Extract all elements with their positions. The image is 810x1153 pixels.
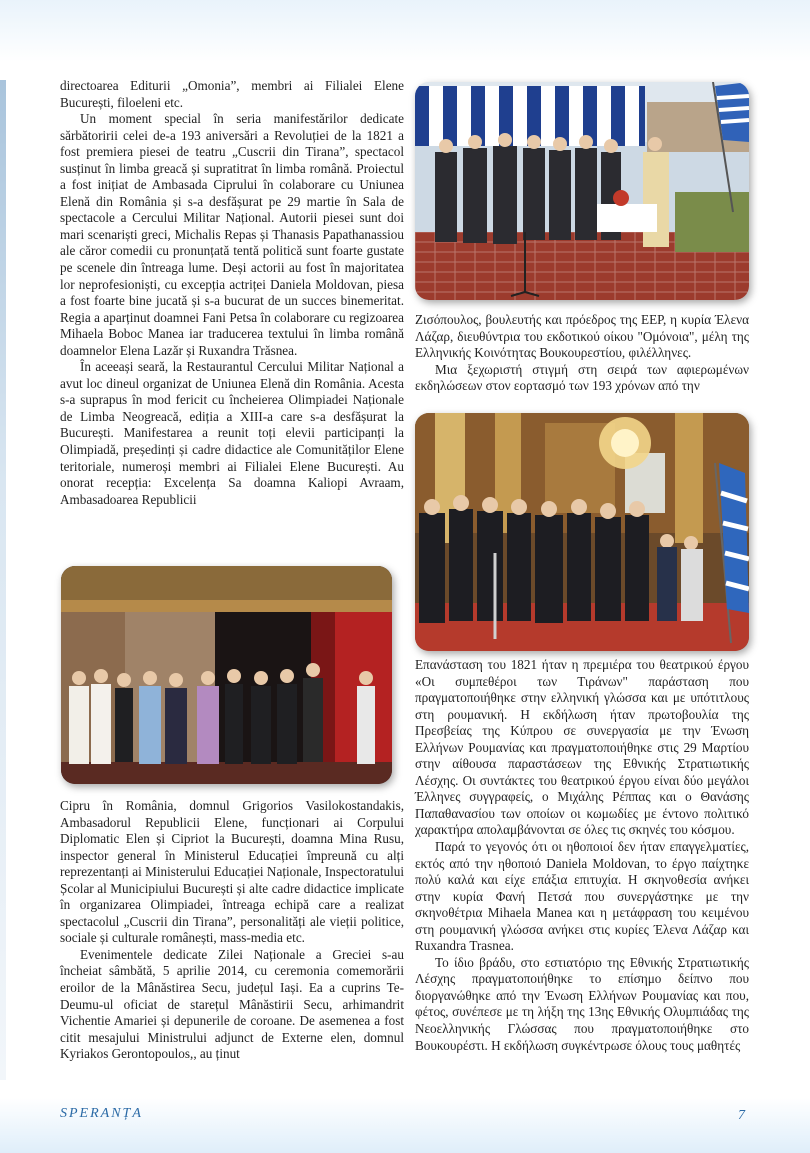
paragraph: directoarea Editurii „Omonia”, membri ai Filialei Elene București, filoeleni etc. xyxy=(60,78,404,110)
reception-photo xyxy=(415,413,749,651)
column-right-bottom xyxy=(415,657,749,1054)
left-edge-decoration xyxy=(0,80,6,1080)
theater-stage-photo xyxy=(61,566,392,784)
magazine-title: SPERANȚA xyxy=(60,1106,143,1121)
column-right-top xyxy=(415,312,749,395)
paragraph: Cipru în România, domnul Grigorios Vasilokostandakis, Ambasadorul Republicii Elene, funcționari ai Corpului Diplomatic Elen și Cipriot la București, doamna Mina Rusu, inspector general în Ministerul Educației împreună cu alți reprezentanți ai Ministerului Educației Naționale, Inspectoratului Școlar al Municipiului București și alte cadre didactice implicate în organizarea Olimpiadei, întreaga echipă care a realizat spectacolul „Cuscrii din Tirana”, personalități ale vieții politice, sociale și culturale românești, mass-media etc. xyxy=(60,798,404,946)
page-header-band xyxy=(0,0,810,62)
ceremony-photo xyxy=(415,82,749,300)
paragraph: Το ίδιο βράδυ, στο εστιατόριο της Εθνικής Στρατιωτικής Λέσχης πραγματοποιήθηκε το επίσημο δείπνο που διοργανώθηκε από την Ένωση Ελλήνων Ρουμανίας και που, φέτος, συνέπεσε με τη λήξη της 13ης Εθνικής Ολυμπιάδας της Νεοελληνικής Γλώσσας που πραγματοποιήθηκε στο Βουκουρέστι. Η εκδήλωση συγκέντρωσε όλους τους μαθητές xyxy=(415,954,749,1053)
paragraph: Επανάσταση του 1821 ήταν η πρεμιέρα του θεατρικού έργου «Οι συμπεθέροι των Τιράνων" παράσταση που πραγματοποιήθηκε στην ελληνική γλώσσα και με υπότιτλους στη ρουμανική. Η εκδήλωση ήταν πρωτοβουλία της Πρεσβείας της Κύπρου σε συνεργασία με την Ένωση Ελλήνων Ρουμανίας και πραγματοποιήθηκε στις 29 Μαρτίου στην αίθουσα παραστάσεων της Εθνικής Στρατιωτικής Λέσχης. Οι συντάκτες του θεατρικού έργου είναι δύο μεγάλοι Έλληνες συγγραφείς, ο Μιχάλης Ρέππας και ο Θανάσης Παπαθανασίου των οποίων οι κωμωδίες με έντονο πολιτικό χαρακτήρα απολαμβάνονται σε όλες τις σκηνές του κόσμου. xyxy=(415,657,749,838)
paragraph: Un moment special în seria manifestărilor dedicate sărbătoririi celei de-a 193 aniversări a Revoluției de la 1821 a fost premiera piesei de teatru „Cuscrii din Tirana”, spectacol susținut în limba greacă și supratitrat în limba română. Proiectul a fost inițiat de Ambasada Ciprului în colaborare cu Uniunea Elenă din România și s-a desfășurat pe 29 martie în Sala de spectacole a Cercului Militar Național. Autorii piesei sunt doi mari scenariști greci, Michalis Repas și Thanasis Papathanassiou ale căror comedii cu pronunțată tentă politică sunt foarte gustate pe scenele din întreaga lume. Deși actorii au fost în majoritatea lor neprofesioniști, cu excepția actriței Daniela Moldovan, piesa a fost foarte bine jucată și s-a bucurat de un succes binemeritat. Regia a aparținut doamnei Fani Petsa în colaborare cu regizoarea Mihaela Boboc Manea iar traducerea textului în limba română doamnelor Elena Lazăr și Ruxandra Trăsnea. xyxy=(60,111,404,358)
paragraph: În aceeași seară, la Restaurantul Cercului Militar Național a avut loc dineul organizat de Uniunea Elenă din România. Acesta s-a suprapus în mod fericit cu încheierea Olimpiadei Naționale de Limba Neogreacă, ediția a XIII-a care s-a desfășurat la București. Manifestarea a reunit toți elevii participanți la Olimpiadă, președinți și cadre didactice ale Comunităților Elene teritoriale, numeroși membri ai Filialei Elene București. Au onorat recepția: Excelența Sa doamna Kaliopi Avraam, Ambasadoarea Republicii xyxy=(60,359,404,507)
column-left-top xyxy=(60,78,404,508)
column-left-bottom xyxy=(60,798,404,1063)
paragraph: Ζισόπουλος, βουλευτής και πρόεδρος της ΕΕΡ, η κυρία Έλενα Λάζαρ, διευθύντρια του εκδοτικού οίκου "Ομόνοια", μέλη της Ελληνικής Κοινότητας Βουκουρεστίου, φιλέλληνες. xyxy=(415,312,749,361)
page-number: 7 xyxy=(738,1108,745,1123)
paragraph: Μια ξεχωριστή στιγμή στη σειρά των αφιερωμένων εκδηλώσεων στον εορτασμό των 193 χρόνων από την xyxy=(415,361,749,394)
paragraph: Παρά το γεγονός ότι οι ηθοποιοί δεν ήταν επαγγελματίες, εκτός από την ηθοποιό Daniela Moldovan, το έργο παίχτηκε πολύ καλά και είχε επάξια επιτυχία. Η σκηνοθεσία ανήκει στην κυρία Φανή Πετσά που συνεργάστηκε με την σκηνοθέτρια Mihaela Manea και η μετάφραση του κειμένου στη ρουμανική γλώσσα ανήκει στις κυρίες Έλενα Λάζαρ και Ruxandra Trasnea. xyxy=(415,839,749,954)
paragraph: Evenimentele dedicate Zilei Naționale a Greciei s-au încheiat sâmbătă, 5 aprilie 2014, cu ceremonia comemorării eroilor de la Mânăstirea Secu, județul Iași. Ea a cuprins Te-Deumu-ul oficiat de starețul Mânăstirii Secu, arhimandrit Vichentie Amariei și depunerile de coroane. De asemenea a fost citit mesajului Ministrului adjunct de Externe elen, domnul Kyriakos Gerontopoulos,, au ținut xyxy=(60,946,404,1062)
